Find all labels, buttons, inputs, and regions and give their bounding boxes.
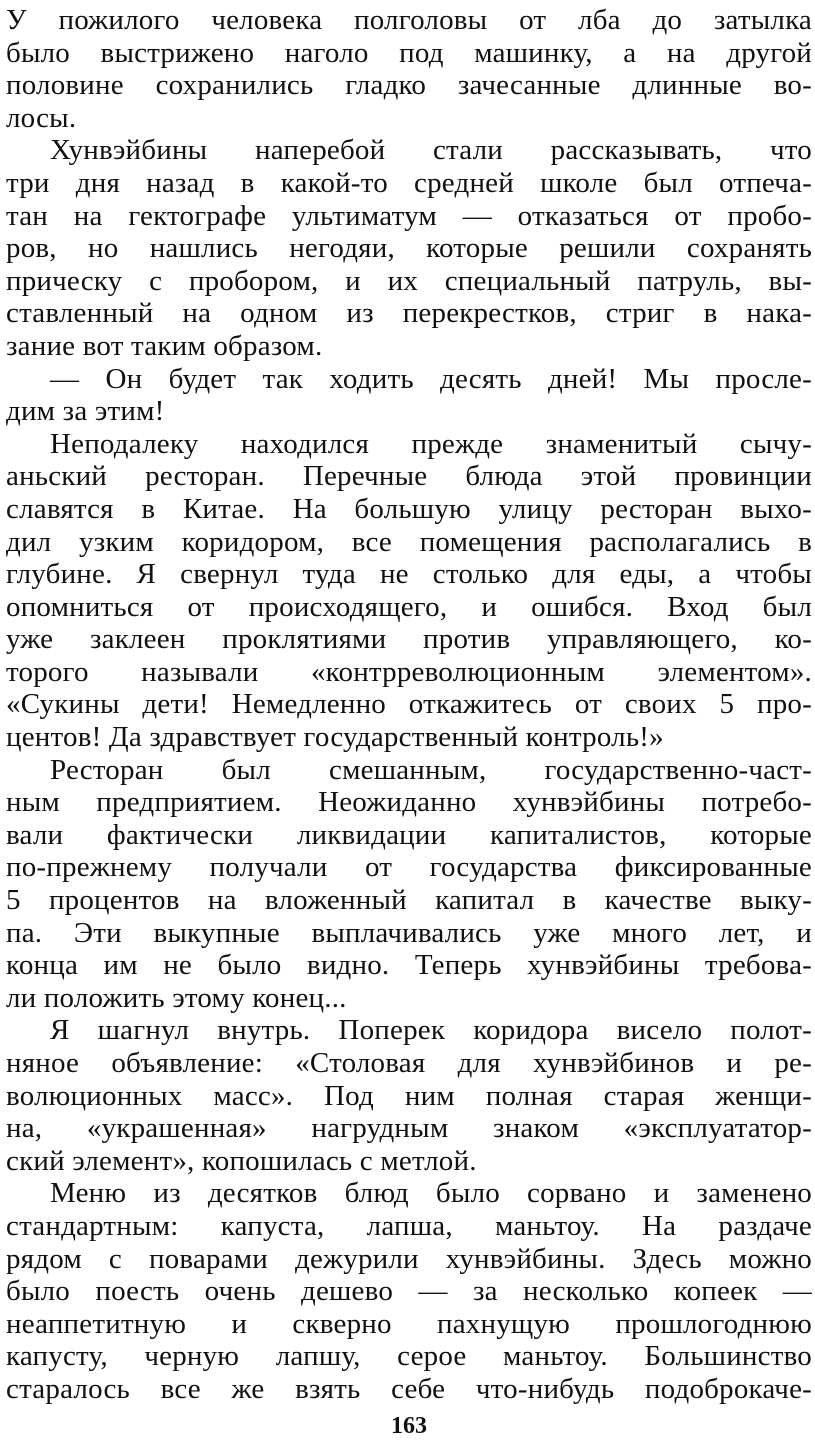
text-line: ский элемент», копошилась с метлой.: [6, 1144, 477, 1177]
text-line: было выстрижено наголо под машинку, а на другой: [6, 36, 812, 69]
text-line: на, «украшенная» нагрудным знаком «эксплуататор-: [6, 1112, 812, 1145]
text-line: было поесть очень дешево — за несколько копеек —: [6, 1275, 812, 1308]
text-line: три дня назад в какой-то средней школе был отпеча-: [6, 166, 812, 199]
text-line: славятся в Китае. На большую улицу ресторан выхо-: [6, 492, 812, 525]
text-line: конца им не было видно. Теперь хунвэйбины требова-: [6, 949, 812, 982]
text-line: «Сукины дети! Немедленно откажитесь от своих 5 про-: [6, 688, 812, 721]
text-line: капусту, черную лапшу, серое маньтоу. Большинство: [6, 1340, 812, 1373]
text-line: дил узким коридором, все помещения располагались в: [6, 525, 812, 558]
text-line: Ресторан был смешанным, государственно-част-: [50, 753, 812, 786]
text-line: ным предприятием. Неожиданно хунвэйбины потребо-: [6, 786, 812, 819]
text-line: волюционных масс». Под ним полная старая женщи-: [6, 1079, 812, 1112]
text-line: — Он будет так ходить десять дней! Мы просле-: [50, 362, 812, 395]
text-line: уже заклеен проклятиями против управляющего, ко-: [6, 623, 812, 656]
text-line: ров, но нашлись негодяи, которые решили сохранять: [6, 232, 812, 265]
text-line: центов! Да здравствует государственный контроль!»: [6, 721, 664, 754]
text-line: опомниться от происходящего, и ошибся. Вход был: [6, 590, 812, 623]
text-line: половине сохранились гладко зачесанные длинные во-: [6, 69, 812, 102]
text-line: Я шагнул внутрь. Поперек коридора висело полот-: [50, 1014, 812, 1047]
text-line: лосы.: [6, 101, 77, 134]
book-page: [6, 0, 812, 1450]
text-line: старалось все же взять себе что-нибудь подоброкаче-: [6, 1372, 812, 1405]
text-line: вали фактически ликвидации капиталистов, которые: [6, 818, 812, 851]
text-line: ли положить этому конец...: [6, 981, 347, 1014]
text-line: рядом с поварами дежурили хунвэйбины. Здесь можно: [6, 1242, 812, 1275]
text-line: неаппетитную и скверно пахнущую прошлогоднюю: [6, 1307, 812, 1340]
body-text: [6, 4, 812, 1406]
text-line: па. Эти выкупные выплачивались уже много лет, и: [6, 916, 812, 949]
text-line: прическу с пробором, и их специальный патруль, вы-: [6, 264, 812, 297]
text-line: по-прежнему получали от государства фиксированные: [6, 851, 812, 884]
text-line: аньский ресторан. Перечные блюда этой провинции: [6, 460, 812, 493]
text-line: дим за этим!: [6, 395, 165, 428]
text-line: ставленный на одном из перекрестков, стриг в нака-: [6, 297, 812, 330]
text-line: 5 процентов на вложенный капитал в качестве выку-: [6, 884, 812, 917]
text-line: глубине. Я свернул туда не столько для еды, а чтобы: [6, 558, 812, 591]
text-line: тан на гектографе ультиматум — отказаться от пробо-: [6, 199, 812, 232]
text-line: Хунвэйбины наперебой стали рассказывать, что: [50, 134, 812, 167]
text-line: стандартным: капуста, лапша, маньтоу. На раздаче: [6, 1209, 812, 1242]
text-line: У пожилого человека полголовы от лба до затылка: [6, 4, 812, 36]
page-number: 163: [391, 1413, 427, 1439]
text-line: торого называли «контрреволюционным элементом».: [6, 655, 812, 688]
text-line: няное объявление: «Столовая для хунвэйбинов и ре-: [6, 1047, 812, 1079]
text-line: зание вот таким образом.: [6, 329, 323, 362]
text-line: Меню из десятков блюд было сорвано и заменено: [50, 1177, 812, 1210]
text-line: Неподалеку находился прежде знаменитый сычу-: [50, 427, 812, 460]
